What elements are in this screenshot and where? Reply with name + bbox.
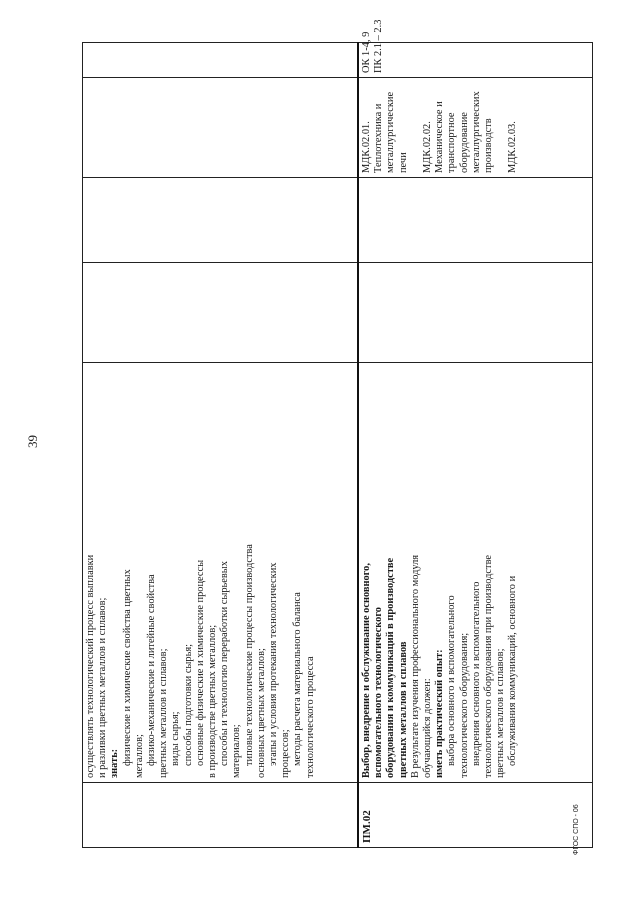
competency-line: ОК 1-4, 9: [361, 31, 372, 73]
row1-content-cell: [83, 363, 359, 783]
table-row: [358, 43, 593, 848]
content-line: вспомогательного технологического: [373, 607, 385, 778]
row1-competencies-cell: [83, 43, 359, 78]
row1-mdk-cell: [83, 78, 359, 178]
content-line: процессов;: [280, 729, 292, 778]
row2-competencies-cell: [358, 19, 593, 78]
row2-mdk-cell: [358, 78, 593, 178]
content-line: в производстве цветных металлов;: [207, 624, 219, 778]
content-line: технологического оборудования при производстве: [483, 554, 495, 778]
mdk-line: МДК.02.01.: [361, 121, 372, 173]
mdk-line: Механическое и: [434, 101, 446, 173]
content-line: цветных металлов и сплавов;: [495, 648, 507, 778]
content-line: способы и технологию переработки сырьевых: [219, 561, 231, 766]
content-line: способы подготовки сырья;: [182, 643, 194, 766]
mdk-line: [410, 82, 422, 173]
content-line: осуществлять технологический процесс выплавки: [85, 554, 96, 778]
content-line: этапы и условия протекания технологических: [268, 562, 280, 766]
content-line: основных цветных металлов;: [255, 648, 267, 778]
content-line: цветных металлов и сплавов;: [158, 648, 170, 778]
content-line: цветных металлов и сплавов: [397, 641, 409, 778]
content-line: технологического оборудования;: [458, 632, 470, 778]
content-line: технологического процесса: [304, 656, 316, 778]
table-row: [83, 43, 359, 848]
content-line: внедрения основного и вспомогательного: [470, 581, 482, 766]
content-line: выбора основного и вспомогательного: [446, 595, 458, 766]
content-line: иметь практический опыт:: [434, 649, 446, 778]
content-line: виды сырья;: [170, 711, 182, 766]
module-code: ПМ.02: [361, 810, 373, 843]
mdk-line: оборудование: [458, 112, 470, 173]
mdk-line: печи: [397, 152, 409, 173]
content-line: типовые технологические процессы производства: [243, 544, 255, 766]
curriculum-table: [82, 19, 593, 848]
content-line: основные физические и химические процессы: [194, 559, 206, 766]
mdk-line: [495, 82, 507, 173]
content-line: металлов;: [133, 734, 145, 778]
mdk-line: транспортное: [446, 112, 458, 173]
row2-content-cell: [358, 363, 593, 783]
content-line: оборудования и коммуникаций в производстве: [385, 557, 397, 778]
content-line: обучающийся должен:: [422, 678, 434, 778]
content-line: В результате изучения профессионального модуля: [409, 554, 421, 778]
content-line: методы расчета материального баланса: [292, 592, 304, 766]
row2-hours-total-cell: [358, 263, 593, 363]
mdk-line: Теплотехника и: [373, 103, 385, 173]
row1-hours-total-cell: [83, 263, 359, 363]
content-line: материалов;: [231, 724, 243, 778]
rotated-table-container: [82, 19, 587, 848]
mdk-line: металлургических: [470, 91, 482, 173]
content-line: обслуживания коммуникаций, основного и: [507, 575, 519, 766]
row1-code-cell: [83, 783, 359, 848]
row2-hours-class-cell: [358, 178, 593, 263]
content-line: Выбор, внедрение и обслуживание основного,: [361, 563, 372, 778]
footer-label: ФГОС СПО - 06: [573, 804, 580, 855]
content-line: физико-механические и литейные свойства: [146, 574, 158, 766]
row1-hours-class-cell: [83, 178, 359, 263]
row2-code-cell: [358, 783, 593, 848]
page-number: 39: [25, 435, 40, 448]
mdk-line: производств: [483, 118, 495, 173]
content-line: знать:: [109, 748, 121, 778]
content-line: физические и химические свойства цветных: [121, 569, 133, 766]
competency-line: ПК 2.1 – 2.3: [373, 19, 385, 73]
mdk-line: МДК.02.02.: [422, 121, 434, 173]
mdk-line: металлургические: [385, 91, 397, 173]
mdk-line: МДК.02.03.: [507, 121, 519, 173]
content-line: и разливки цветных металлов и сплавов;: [97, 597, 109, 778]
